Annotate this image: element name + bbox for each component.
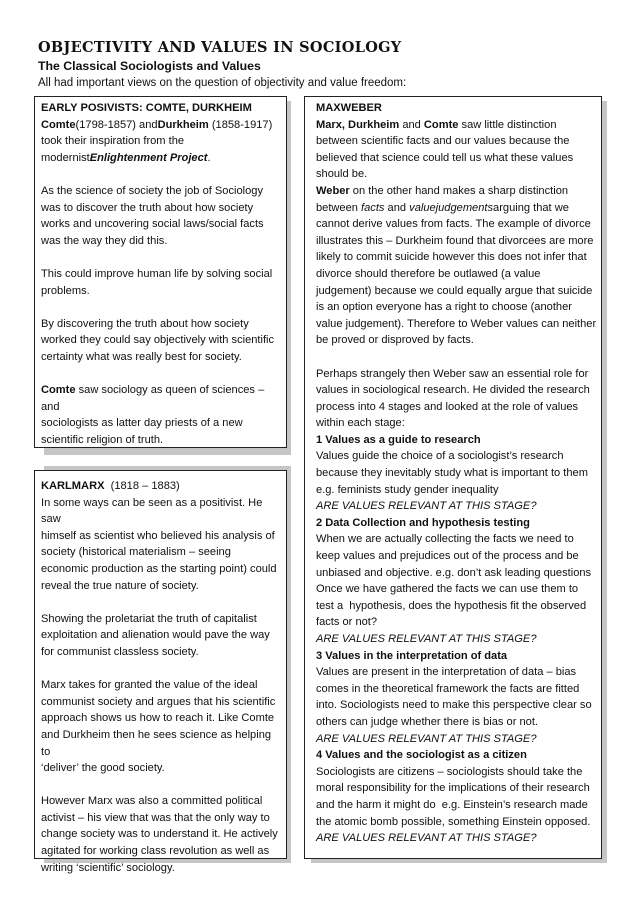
stage-2-question: ARE VALUES RELEVANT AT THIS STAGE? (316, 633, 537, 645)
weber-box: MAXWEBER Marx, Durkheim and Comte saw little distinction between scientific facts and our values because the believed that science could tell us what these values should be. Weber on the other hand makes a sharp distinction between facts and valuejudgementsarguing that we cannot derive values from facts. The example of divorce illustrates this – Durkheim found that divorcees are more likely to commit suicide however this does not infer that divorce should therefore be outlawed (a value judgement) because we could equally argue that suicide is an option everyone has a right to choose (another value judgement). Therefore to Weber values can neither be proved or disproved by facts. Perhaps strangely then Weber saw an essential role for values in sociological research. He divided the research process into 4 stages and looked at the role of values within each stage: 1 Values as a guide to research Values guide the choice of a sociologist’s research because they inevitably study what is important to them e.g. feminists study gender inequality ARE VALUES RELEVANT AT THIS STAGE? 2 Data Collection and hypothesis testing When we are actually collecting the facts we need to keep values and prejudices out of the process and be unbiased and objective. e.g. don’t ask leading questions Once we have gathered the facts we can use them to test a hypothesis, does the hypothesis fit the observed facts or not? ARE VALUES RELEVANT AT THIS STAGE? 3 Values in the interpretation of data Values are present in the interpretation of data – bias comes in the theoretical framework the facts are fitted into. Sociologists need to make this perspective clear so others can judge whether there is bias or not. ARE VALUES RELEVANT AT THIS STAGE? 4 Values and the sociologist as a citizen Sociologists are citizens – sociologists should take the moral responsibility for the implications of their research and the harm it might do e.g. Einstein’s research made the atomic bomb possible, something Einstein opposed. ARE VALUES RELEVANT AT THIS STAGE? (304, 96, 602, 859)
stage-3-question: ARE VALUES RELEVANT AT THIS STAGE? (316, 732, 537, 745)
page-subtitle: The Classical Sociologists and Values (38, 59, 261, 73)
marx-box: KARLMARX (1818 – 1883) In some ways can be seen as a positivist. He saw himself as scientist who believed his analysis of society (historical materialism – seeing economic production as the starting point) could reveal the true nature of society. Showing the proletariat the truth of capitalist exploitation and alienation would pave the way for communist classless society. Marx takes for granted the value of the ideal communist society and argues that his scientific approach shows us how to reach it. Like Comte and Durkheim then he sees science as helping to ‘deliver’ the good society. However Marx was also a committed political activist – his view that was that the only way to change society was to understand it. He actively agitated for working class revolution as well as writing ‘scientific’ sociology. (34, 470, 287, 859)
stage-2-heading: 2 Data Collection and hypothesis testing (316, 516, 530, 529)
stage-4-question: ARE VALUES RELEVANT AT THIS STAGE? (316, 832, 537, 845)
stage-1-question: ARE VALUES RELEVANT AT THIS STAGE? (316, 500, 537, 513)
positivists-heading: EARLY POSIVISTS: COMTE, DURKHEIM (41, 102, 252, 114)
stage-4-heading: 4 Values and the sociologist as a citizen (316, 749, 527, 762)
stage-1-heading: 1 Values as a guide to research (316, 433, 481, 446)
page-title: OBJECTIVITY AND VALUES IN SOCIOLOGY (38, 39, 402, 56)
marx-heading: KARLMARX (41, 480, 105, 492)
stage-3-heading: 3 Values in the interpretation of data (316, 649, 508, 662)
intro-text: All had important views on the question of objectivity and value freedom: (38, 77, 407, 89)
positivists-box: EARLY POSIVISTS: COMTE, DURKHEIM Comte(1798-1857) andDurkheim (1858-1917) took their inspiration from the modernistEnlightenment Project. As the science of society the job of Sociology was to discover the truth about how society works and uncovering social laws/social facts was the way they did this. This could improve human life by solving social problems. By discovering the truth about how society worked they could say objectively with scientific certainty what was really best for society. Comte saw sociology as queen of sciences – and sociologists as latter day priests of a new scientific religion of truth. (34, 96, 287, 448)
weber-heading: MAXWEBER (316, 102, 382, 114)
